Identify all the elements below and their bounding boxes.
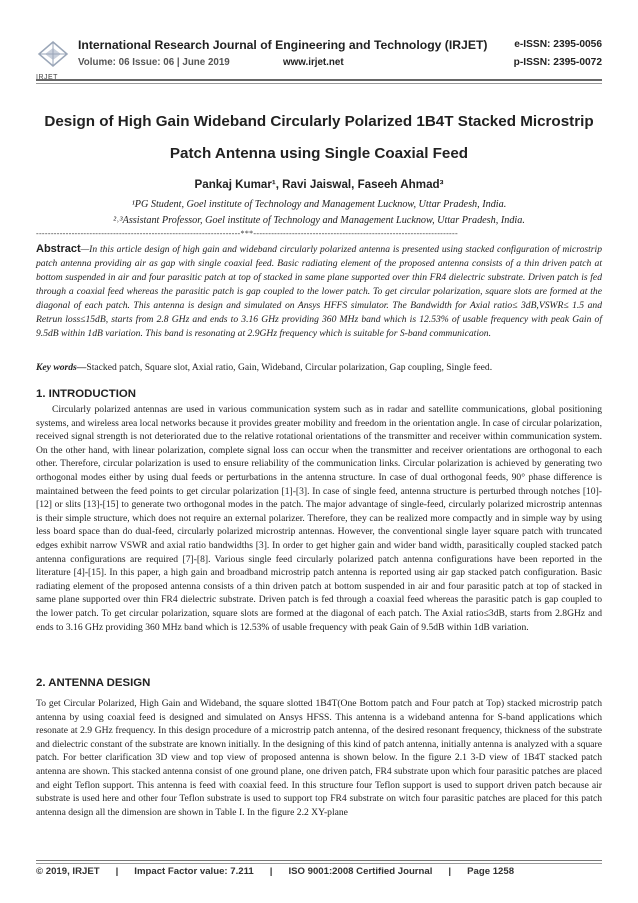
p-issn: p-ISSN: 2395-0072 bbox=[513, 57, 602, 68]
keywords bbox=[36, 361, 602, 375]
footer bbox=[36, 866, 602, 877]
footer-separator: | bbox=[448, 866, 452, 877]
keywords-text: Stacked patch, Square slot, Axial ratio, Gain, Wideband, Circular polarization, Gap coupling, Single feed. bbox=[86, 362, 493, 373]
affiliation-1: ¹PG Student, Goel institute of Technology and Management Lucknow, Uttar Pradesh, India. bbox=[131, 199, 507, 210]
paper-title: Design of High Gain Wideband Circularly Polarized 1B4T Stacked Microstrip Patch Antenna using Single Coaxial Feed bbox=[44, 113, 594, 162]
footer-rule bbox=[36, 860, 602, 861]
antenna-design-text: To get Circular Polarized, High Gain and Wideband, the square slotted 1B4T(One Bottom patch and Four patch at Top) stacked microstrip patch antenna by using coaxial feed is designed and simulated on Ansys HFSS. This antenna is a wideband antenna for S-band applications which resonate at 2.9 GHz frequency. In this design procedure of a microstrip patch antenna, of the desired resonant frequency, thickness of the substrate and dielectric constant of the substrate are known initially. In the designing of this kind of patch antenna, initially antenna is analyzed with a square patch. For better clarification 3D view and top view of proposed antenna is shown below. In the figure 2.1 3-D view of 1B4T stacked patch antenna are shown. This stacked antenna consist of one ground plane, one driven patch, FR4 substrate upon which four parasitic patches are placed and eight Teflon support. This antenna is feed with coaxial feed. In this structure four Teflon support is used to support driven patch because air substrate is used here and other four Teflon substrate is used to support top FR4 substrate on witch four parasitic patches are placed for this patch antenna design all the dimension are shown in Table I. In the figure 2.2 XY-plane bbox=[36, 698, 602, 818]
irjet-logo-icon bbox=[36, 40, 70, 78]
footer-separator: | bbox=[269, 866, 273, 877]
header-rule bbox=[36, 79, 602, 81]
e-issn: e-ISSN: 2395-0056 bbox=[514, 39, 602, 50]
logo-text: IRJET bbox=[36, 74, 58, 81]
footer-impact-factor: Impact Factor value: 7.211 bbox=[134, 866, 254, 877]
journal-website-link[interactable]: www.irjet.net bbox=[283, 57, 344, 68]
separator-line: ---------------------------------------------------------------------***--------------------------------------------------------------------- bbox=[36, 229, 458, 238]
volume-issue: Volume: 06 Issue: 06 | June 2019 bbox=[78, 57, 230, 68]
header-rule-thin bbox=[36, 83, 602, 84]
footer-iso: ISO 9001:2008 Certified Journal bbox=[288, 866, 433, 877]
abstract bbox=[36, 242, 602, 341]
footer-page-number: Page 1258 bbox=[467, 866, 515, 877]
introduction-text: Circularly polarized antennas are used in various communication system such as in radar and satellite communications, global positioning systems, and wireless area local networks because it provides greater mobility and freedom in the orientation angle. In case of circular polarization, received signal strength is not deteriorated due to the relative rotational orientations of the transmitter and receiver within communication system. On the other hand, with linear polarization, complete signal loss can occur when the transmitter and receiver orientations are orthogonal to each other. Therefore, circular polarization is used to ensure reliability of the communication links. Circular polarization is achieved by generating two orthogonal modes either by using dual feeds or perturbations in the antenna structure. In case of dual orthogonal feeds, 90° phase difference is maintained between the feed points to get circular polarization [1]-[3]. In case of single feed, antenna structure is perturbed through notches [10]-[12] or slits [13]-[15] to generate two orthogonal modes in the patch. The major advantage of single-feed, circularly polarized microstrip antennas is their simple structure, which does not require an external polarizer. Therefore, they can be realized more compactly and in simple way by using less board space than do dual-feed, circularly polarized microstrip antennas. However, the conventional single layer square patch with truncated edges exhibit narrow VSWR and axial ratio bandwidths [3]. In order to get higher gain and wider band width, parasitically coupled stacked patch antenna configurations are required [7]-[8]. Various single feed circularly polarized patch antenna configurations have been reported in the literature [4]-[15]. In this paper, a high gain and broadband microstrip patch antenna is reported using air gap stacked patch configuration. Basic radiating element of the proposed antenna consists of a thin driven patch at bottom suspended in air and four parasitic patch at top of stacked in same plane supported over thin FR4 dielectric substrate. Driven patch is fed through a coaxial feed whereas the parasitic patch is gap coupled to the lower patch. To get circular polarization, square slots are formed at the diagonal of each patch. The Axial ratio≤3dB, starts from 2.8GHz and ends to 3.16 GHz providing 360 MHz band which is 12.53% of usable frequency with peak Gain of 9.5dB within 1dB variation. bbox=[36, 404, 602, 633]
footer-separator: | bbox=[115, 866, 119, 877]
abstract-text: —In this article design of high gain and wideband circularly polarized antenna is presented using stacked configuration of microstrip patch antenna providing air as gap with single coaxial feed. Basic radiating element of the proposed antenna consists of a thin driven patch at bottom suspended in air and four parasitic patch at top of stacked in same plane supported over thin FR4 dielectric substrate. Driven patch is fed through a coaxial feed whereas the parasitic patch is gap coupled to the lower patch. To get circular polarization, square slots are formed at the diagonal of each patch. This antenna is design and simulated on Ansys HFFS simulator. The Bandwidth for Axial ratio≤ 3dB,VSWR≤ 1.5 and Retrun loss≤15dB, starts from 2.8 GHz and ends to 3.16 GHz providing 360 MHz band which is 12.53% of usable frequency with peak Gain of 9.5dB within 1dB variation. This band is resonating at 2.9GHz frequency which is suitable for S-band communication. bbox=[36, 244, 602, 339]
abstract-label: Abstract bbox=[36, 243, 81, 255]
keywords-label: Key words— bbox=[36, 362, 87, 373]
antenna-design-heading: 2. ANTENNA DESIGN bbox=[36, 677, 151, 689]
introduction-heading: 1. INTRODUCTION bbox=[36, 388, 136, 400]
footer-rule-thin bbox=[36, 863, 602, 864]
authors: Pankaj Kumar¹, Ravi Jaiswal, Faseeh Ahmad³ bbox=[194, 178, 444, 191]
footer-copyright: © 2019, IRJET bbox=[36, 866, 100, 877]
journal-title: International Research Journal of Engineering and Technology (IRJET) bbox=[78, 38, 488, 52]
affiliation-2: ²˒³Assistant Professor, Goel institute of Technology and Management Lucknow, Uttar Pradesh, India. bbox=[113, 215, 525, 226]
